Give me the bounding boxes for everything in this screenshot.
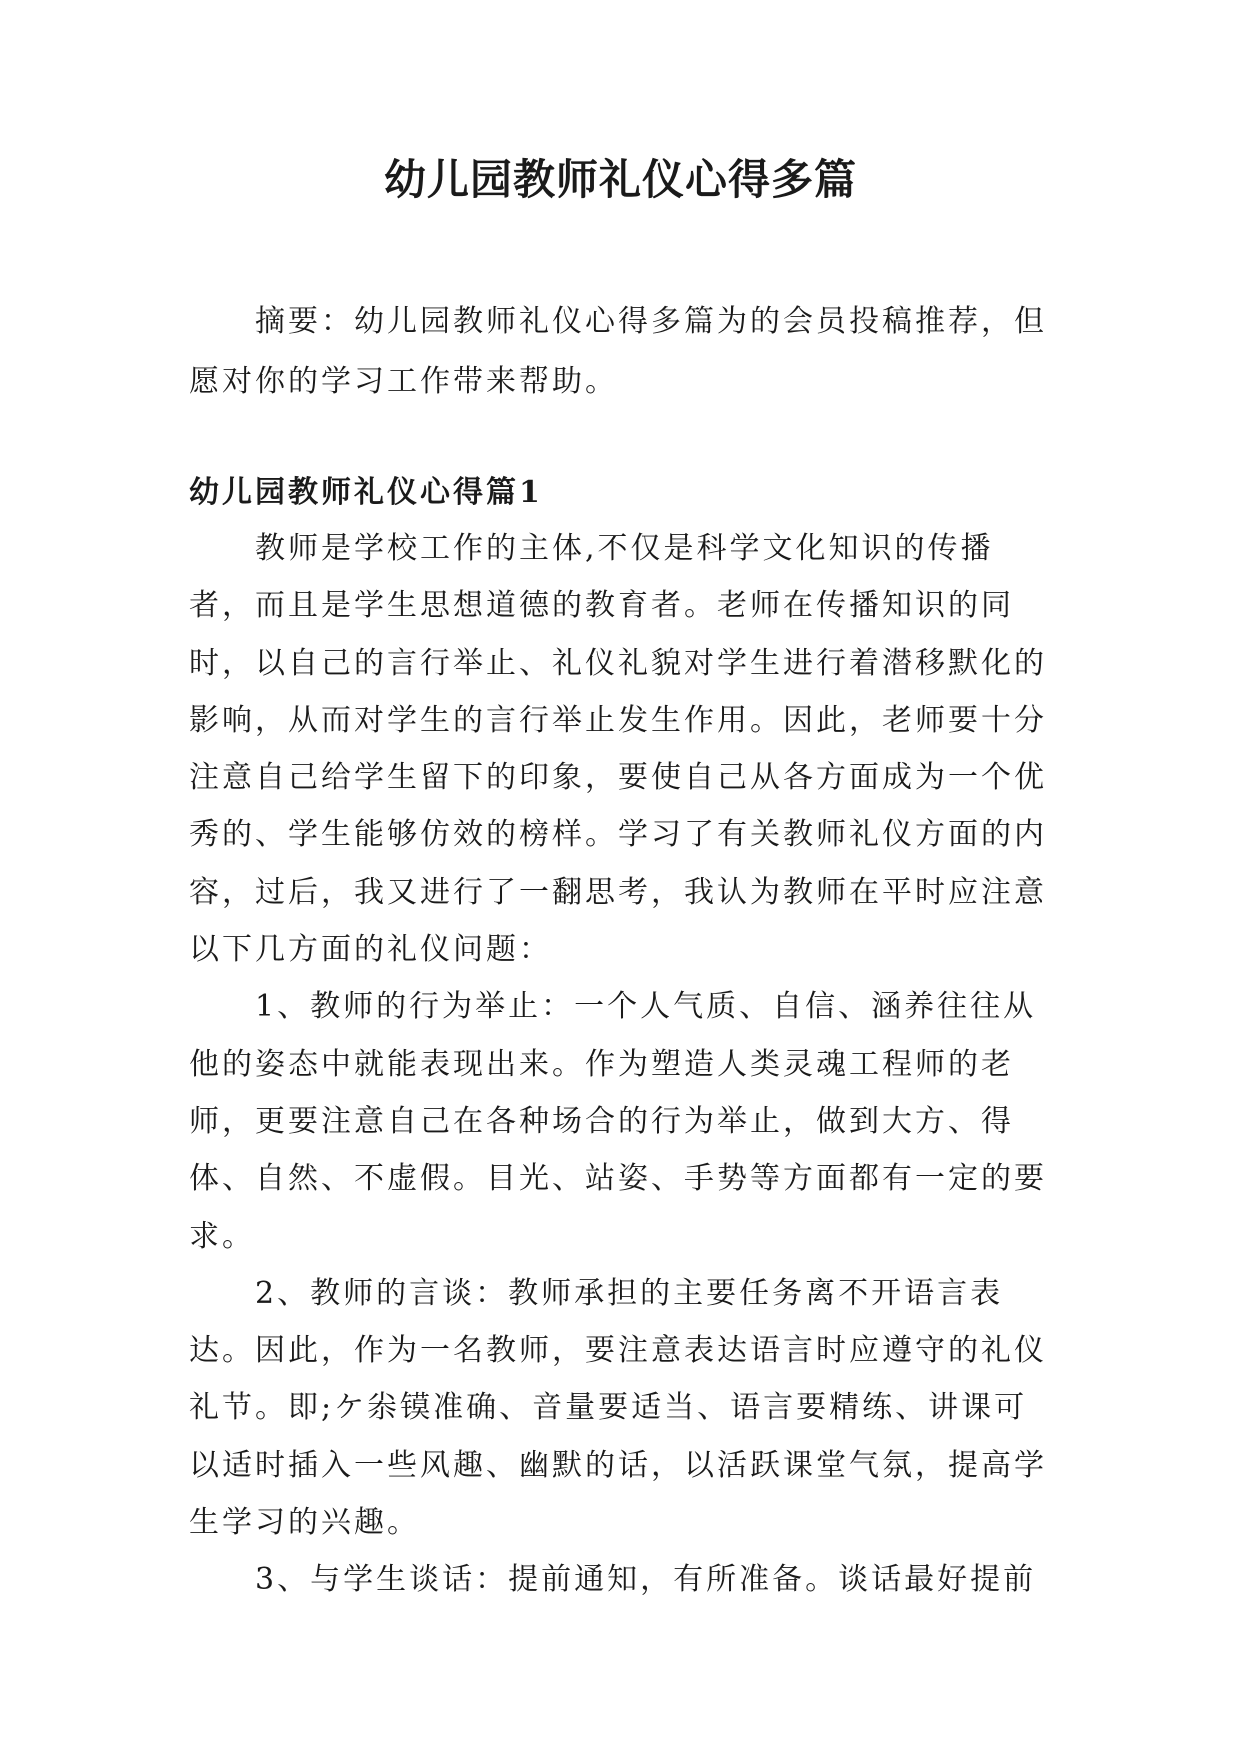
body-paragraph: 3、与学生谈话：提前通知，有所准备。谈话最好提前 — [255, 1562, 1037, 1598]
abstract-paragraph: 摘要：幼儿园教师礼仪心得多篇为的会员投稿推荐，但愿对你的学习工作带来帮助。 — [189, 304, 1047, 399]
body-paragraph: 2、教师的言谈：教师承担的主要任务离不开语言表达。因此，作为一名教师，要注意表达语言时应遵守的礼仪礼节。即;ケ尜镆准确、音量要适当、语言要精练、讲课可以适时插入一些风趣、幽默的话，以活跃课堂气氛，提高学生学习的兴趣。 — [189, 1275, 1047, 1541]
body-paragraph: 1、教师的行为举止：一个人气质、自信、涵养往往从他的姿态中就能表现出来。作为塑造人类灵魂工程师的老师，更要注意自己在各种场合的行为举止，做到大方、得体、自然、不虚假。目光、站姿、手势等方面都有一定的要求。 — [189, 989, 1047, 1254]
section-heading: 幼儿园教师礼仪心得篇1 — [189, 475, 543, 510]
section-body — [189, 520, 1059, 1609]
body-paragraph: 教师是学校工作的主体,不仅是科学文化知识的传播者，而且是学生思想道德的教育者。老师在传播知识的同时，以自己的言行举止、礼仪礼貌对学生进行着潜移默化的影响，从而对学生的言行举止发生作用。因此，老师要十分注意自己给学生留下的印象，要使自己从各方面成为一个优秀的、学生能够仿效的榜样。学习了有关教师礼仪方面的内容，过后，我又进行了一翻思考，我认为教师在平时应注意以下几方面的礼仪问题： — [189, 531, 1047, 968]
document-title: 幼儿园教师礼仪心得多篇 — [383, 155, 857, 204]
